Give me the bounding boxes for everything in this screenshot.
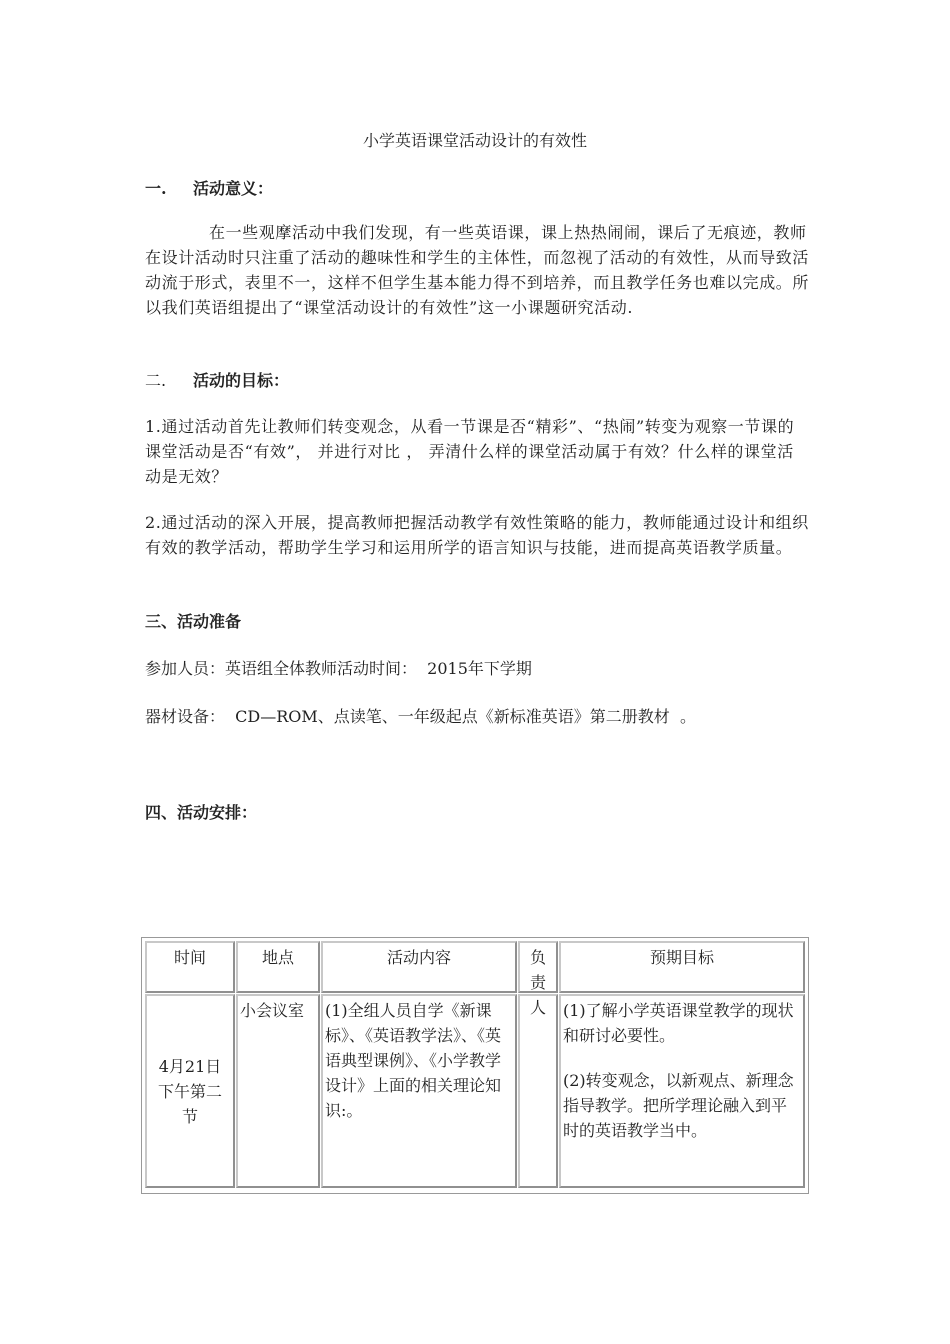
section-4-heading: 四、活动安排： (145, 803, 258, 822)
section-1-heading (145, 176, 273, 199)
section-2-number: 二. (145, 371, 167, 390)
document-title: 小学英语课堂活动设计的有效性 (362, 131, 587, 150)
schedule-table (141, 937, 809, 1194)
section-1-paragraph: 在一些观摩活动中我们发现，有一些英语课，课上热热闹闹，课后了无痕迹，教师在设计活动时只注重了活动的趣味性和学生的主体性，而忽视了活动的有效性，从而导致活动流于形式，表里不一，这样不但学生基本能力得不到培养，而且教学任务也难以完成。所以我们英语组提出了“课堂活动设计的有效性”这一小课题研究活动. (145, 223, 810, 317)
header-content: 活动内容 (321, 941, 517, 993)
section-2-paragraph-1: 1.通过活动首先让教师们转变观念，从看一节课是否“精彩”、“热闹”转变为观察一节课的课堂活动是否“有效”， 并进行对比 ， 弄清什么样的课堂活动属于有效？什么样的课堂活动是无效？ (145, 417, 795, 486)
section-1-label: 活动意义： (193, 179, 274, 198)
cell-owner (518, 994, 558, 1188)
goal-item-1: (1)了解小学英语课堂教学的现状和研讨必要性。 (563, 1001, 794, 1045)
cell-content: (1)全组人员自学《新课标》、《英语教学法》、《英语典型课例》、《小学教学设计》上面的相关理论知识:。 (321, 994, 517, 1188)
header-place: 地点 (236, 941, 320, 993)
cell-time-text: 4月21日下午第二节 (157, 1056, 222, 1126)
participants-line: 参加人员：英语组全体教师活动时间： 2015年下学期 (145, 659, 532, 678)
cell-time (145, 994, 235, 1188)
section-2-label: 活动的目标： (193, 371, 290, 390)
section-3-heading: 三、活动准备 (145, 612, 242, 631)
header-owner: 负责人 (518, 941, 558, 993)
equipment-line: 器材设备： CD—ROM、点读笔、一年级起点《新标准英语》第二册教材 。 (145, 707, 696, 726)
section-2-paragraph-2: 2.通过活动的深入开展，提高教师把握活动教学有效性策略的能力，教师能通过设计和组织有效的教学活动，帮助学生学习和运用所学的语言知识与技能，进而提高英语教学质量。 (145, 513, 809, 557)
section-1-number: 一. (145, 179, 167, 198)
cell-place: 小会议室 (236, 994, 320, 1188)
cell-goal (559, 994, 805, 1188)
goal-item-2: (2)转变观念，以新观点、新理念指导教学。把所学理论融入到平时的英语教学当中。 (563, 1071, 794, 1140)
section-2-heading (145, 368, 289, 391)
header-time: 时间 (145, 941, 235, 993)
header-goal: 预期目标 (559, 941, 805, 993)
